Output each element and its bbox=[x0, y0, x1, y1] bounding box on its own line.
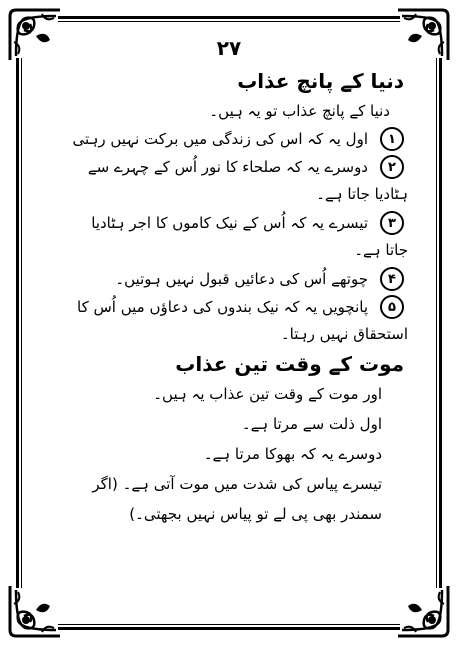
page-content bbox=[46, 36, 412, 533]
text-line: دوسرے یہ کہ بھوکا مرتا ہے۔ bbox=[203, 445, 382, 463]
section-intro: دنیا کے پانچ عذاب تو یہ ہیں۔ bbox=[209, 102, 390, 120]
border-line-right-inner bbox=[436, 58, 437, 588]
item-text: پانچویں یہ کہ نیک بندوں کی دعاؤں میں اُس کا bbox=[77, 298, 368, 316]
border-line-top bbox=[58, 16, 400, 19]
item-text: تیسرے یہ کہ اُس کے نیک کاموں کا اجر ہٹادیا bbox=[91, 214, 368, 232]
item-number-badge: ۳ bbox=[380, 211, 404, 235]
section-heading-death-punishments: موت کے وقت تین عذاب bbox=[175, 352, 404, 376]
item-number-badge: ۵ bbox=[380, 295, 404, 319]
item-text: چوتھے اُس کی دعائیں قبول نہیں ہوتیں۔ bbox=[115, 270, 368, 288]
item-continuation: استحقاق نہیں رہتا۔ bbox=[280, 325, 408, 343]
list-item bbox=[46, 295, 412, 319]
list-item bbox=[46, 155, 412, 179]
list-item bbox=[46, 127, 412, 151]
item-continuation: ہٹادیا جاتا ہے۔ bbox=[316, 185, 408, 203]
text-line: تیسرے پیاس کی شدت میں موت آتی ہے۔ (اگر bbox=[92, 475, 382, 493]
item-number-badge: ۱ bbox=[380, 127, 404, 151]
section-intro: اور موت کے وقت تین عذاب یہ ہیں۔ bbox=[153, 385, 382, 403]
item-number-badge: ۲ bbox=[380, 155, 404, 179]
list-item bbox=[46, 211, 412, 235]
border-line-top-inner bbox=[58, 21, 400, 22]
item-continuation: جاتا ہے۔ bbox=[354, 241, 408, 259]
border-line-bottom-inner bbox=[58, 624, 400, 625]
page-number: ۲۷ bbox=[216, 36, 242, 60]
border-line-left bbox=[16, 58, 19, 588]
corner-ornament-icon bbox=[394, 582, 452, 640]
item-number-badge: ۴ bbox=[380, 267, 404, 291]
item-text: دوسرے یہ کہ صلحاء کا نور اُس کے چہرے سے bbox=[87, 158, 368, 176]
item-text: اول یہ کہ اس کی زندگی میں برکت نہیں رہتی bbox=[72, 130, 368, 148]
section-heading-worldly-punishments: دنیا کے پانچ عذاب bbox=[237, 69, 404, 93]
border-line-left-inner bbox=[21, 58, 22, 588]
border-line-bottom bbox=[58, 627, 400, 630]
corner-ornament-icon bbox=[6, 582, 64, 640]
text-line: سمندر بھی پی لے تو پیاس نہیں بجھتی۔) bbox=[129, 505, 382, 523]
list-item bbox=[46, 267, 412, 291]
border-line-right bbox=[439, 58, 442, 588]
text-line: اول ذلت سے مرتا ہے۔ bbox=[241, 415, 382, 433]
